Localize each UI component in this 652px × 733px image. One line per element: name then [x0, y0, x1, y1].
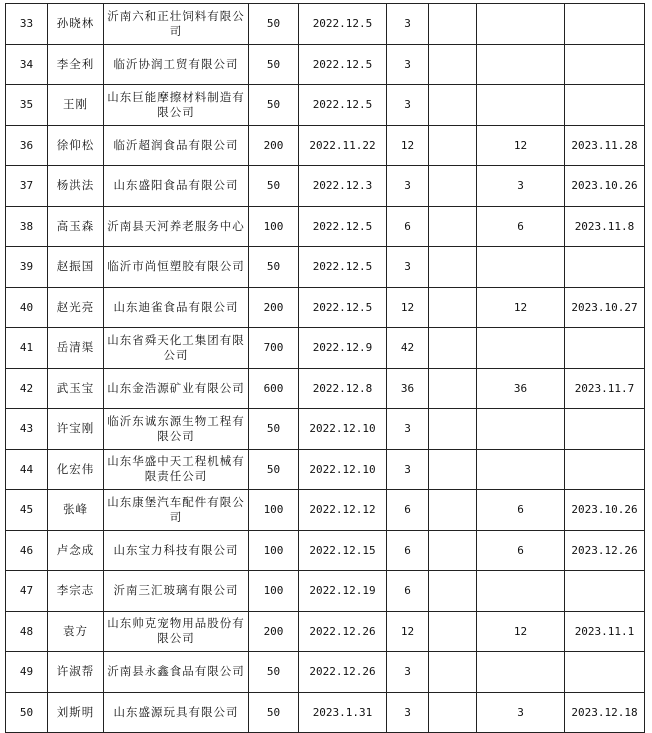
term-months: 3 — [387, 409, 429, 450]
repaid-months: 6 — [477, 206, 565, 247]
loan-date: 2022.12.19 — [299, 571, 387, 612]
person-name: 孙晓林 — [48, 4, 104, 45]
repaid-months — [477, 4, 565, 45]
loan-date: 2022.12.5 — [299, 206, 387, 247]
blank-cell — [429, 328, 477, 369]
loan-date: 2022.12.5 — [299, 44, 387, 85]
company-name: 山东巨能摩擦材料制造有限公司 — [104, 85, 249, 126]
row-number: 40 — [6, 287, 48, 328]
term-months: 3 — [387, 247, 429, 288]
repay-date: 2023.10.27 — [565, 287, 645, 328]
person-name: 李全利 — [48, 44, 104, 85]
loan-date: 2022.12.10 — [299, 449, 387, 490]
repaid-months: 36 — [477, 368, 565, 409]
repaid-months — [477, 409, 565, 450]
term-months: 42 — [387, 328, 429, 369]
repaid-months: 6 — [477, 530, 565, 571]
company-name: 山东帅克宠物用品股份有限公司 — [104, 611, 249, 652]
person-name: 岳清渠 — [48, 328, 104, 369]
repay-date — [565, 449, 645, 490]
company-name: 临沂市尚恒塑胶有限公司 — [104, 247, 249, 288]
row-number: 44 — [6, 449, 48, 490]
repay-date: 2023.11.1 — [565, 611, 645, 652]
amount: 200 — [249, 287, 299, 328]
loan-date: 2022.12.5 — [299, 247, 387, 288]
row-number: 46 — [6, 530, 48, 571]
person-name: 袁方 — [48, 611, 104, 652]
blank-cell — [429, 4, 477, 45]
row-number: 50 — [6, 692, 48, 733]
person-name: 许淑帮 — [48, 652, 104, 693]
term-months: 36 — [387, 368, 429, 409]
loan-date: 2022.12.5 — [299, 85, 387, 126]
blank-cell — [429, 247, 477, 288]
row-number: 49 — [6, 652, 48, 693]
blank-cell — [429, 571, 477, 612]
person-name: 赵光亮 — [48, 287, 104, 328]
blank-cell — [429, 125, 477, 166]
person-name: 赵振国 — [48, 247, 104, 288]
repay-date: 2023.11.28 — [565, 125, 645, 166]
repay-date — [565, 328, 645, 369]
blank-cell — [429, 287, 477, 328]
blank-cell — [429, 692, 477, 733]
amount: 50 — [249, 247, 299, 288]
table-row — [6, 206, 645, 247]
company-name: 临沂超润食品有限公司 — [104, 125, 249, 166]
table-row — [6, 125, 645, 166]
table-row — [6, 368, 645, 409]
company-name: 沂南三汇玻璃有限公司 — [104, 571, 249, 612]
amount: 100 — [249, 206, 299, 247]
term-months: 3 — [387, 166, 429, 207]
term-months: 6 — [387, 490, 429, 531]
amount: 50 — [249, 4, 299, 45]
repaid-months — [477, 85, 565, 126]
repaid-months: 12 — [477, 125, 565, 166]
repay-date — [565, 247, 645, 288]
table-row — [6, 4, 645, 45]
amount: 200 — [249, 125, 299, 166]
person-name: 王刚 — [48, 85, 104, 126]
repay-date — [565, 85, 645, 126]
person-name: 刘斯明 — [48, 692, 104, 733]
row-number: 34 — [6, 44, 48, 85]
table-row — [6, 166, 645, 207]
person-name: 卢念成 — [48, 530, 104, 571]
blank-cell — [429, 44, 477, 85]
repaid-months: 3 — [477, 692, 565, 733]
person-name: 武玉宝 — [48, 368, 104, 409]
blank-cell — [429, 206, 477, 247]
person-name: 许宝刚 — [48, 409, 104, 450]
term-months: 12 — [387, 611, 429, 652]
repay-date: 2023.10.26 — [565, 490, 645, 531]
term-months: 3 — [387, 4, 429, 45]
person-name: 李宗志 — [48, 571, 104, 612]
blank-cell — [429, 490, 477, 531]
repaid-months: 3 — [477, 166, 565, 207]
company-name: 山东宝力科技有限公司 — [104, 530, 249, 571]
repay-date — [565, 571, 645, 612]
amount: 50 — [249, 85, 299, 126]
amount: 50 — [249, 449, 299, 490]
table-row — [6, 287, 645, 328]
loan-date: 2022.11.22 — [299, 125, 387, 166]
repay-date: 2023.11.7 — [565, 368, 645, 409]
repaid-months: 6 — [477, 490, 565, 531]
repaid-months: 12 — [477, 611, 565, 652]
loan-date: 2022.12.10 — [299, 409, 387, 450]
table-row — [6, 571, 645, 612]
amount: 50 — [249, 692, 299, 733]
row-number: 36 — [6, 125, 48, 166]
company-name: 山东盛阳食品有限公司 — [104, 166, 249, 207]
amount: 100 — [249, 530, 299, 571]
blank-cell — [429, 611, 477, 652]
repaid-months — [477, 247, 565, 288]
term-months: 3 — [387, 652, 429, 693]
company-name: 临沂协润工贸有限公司 — [104, 44, 249, 85]
amount: 50 — [249, 652, 299, 693]
table-row — [6, 530, 645, 571]
table-row — [6, 328, 645, 369]
term-months: 6 — [387, 571, 429, 612]
person-name: 徐仰松 — [48, 125, 104, 166]
repay-date — [565, 409, 645, 450]
loan-date: 2022.12.26 — [299, 652, 387, 693]
table-body — [6, 4, 645, 733]
company-name: 山东华盛中天工程机械有限责任公司 — [104, 449, 249, 490]
company-name: 沂南六和正壮饲料有限公司 — [104, 4, 249, 45]
row-number: 41 — [6, 328, 48, 369]
row-number: 42 — [6, 368, 48, 409]
company-name: 山东金浩源矿业有限公司 — [104, 368, 249, 409]
term-months: 6 — [387, 206, 429, 247]
amount: 50 — [249, 44, 299, 85]
company-name: 山东迪雀食品有限公司 — [104, 287, 249, 328]
blank-cell — [429, 409, 477, 450]
repaid-months — [477, 44, 565, 85]
company-name: 山东省舜天化工集团有限公司 — [104, 328, 249, 369]
table-row — [6, 449, 645, 490]
blank-cell — [429, 368, 477, 409]
company-name: 临沂东诚东源生物工程有限公司 — [104, 409, 249, 450]
repaid-months — [477, 449, 565, 490]
row-number: 43 — [6, 409, 48, 450]
term-months: 3 — [387, 44, 429, 85]
amount: 600 — [249, 368, 299, 409]
loan-date: 2023.1.31 — [299, 692, 387, 733]
company-name: 沂南县永鑫食品有限公司 — [104, 652, 249, 693]
loan-date: 2022.12.26 — [299, 611, 387, 652]
loan-date: 2022.12.8 — [299, 368, 387, 409]
repaid-months — [477, 328, 565, 369]
company-name: 山东康堡汽车配件有限公司 — [104, 490, 249, 531]
row-number: 38 — [6, 206, 48, 247]
term-months: 3 — [387, 449, 429, 490]
repay-date — [565, 652, 645, 693]
blank-cell — [429, 85, 477, 126]
table-row — [6, 85, 645, 126]
table-row — [6, 652, 645, 693]
amount: 700 — [249, 328, 299, 369]
amount: 50 — [249, 409, 299, 450]
table-row — [6, 409, 645, 450]
repaid-months — [477, 652, 565, 693]
row-number: 45 — [6, 490, 48, 531]
repay-date: 2023.12.18 — [565, 692, 645, 733]
row-number: 48 — [6, 611, 48, 652]
blank-cell — [429, 530, 477, 571]
row-number: 37 — [6, 166, 48, 207]
loan-date: 2022.12.12 — [299, 490, 387, 531]
loan-date: 2022.12.5 — [299, 287, 387, 328]
person-name: 杨洪法 — [48, 166, 104, 207]
row-number: 33 — [6, 4, 48, 45]
person-name: 化宏伟 — [48, 449, 104, 490]
term-months: 3 — [387, 692, 429, 733]
loan-date: 2022.12.5 — [299, 4, 387, 45]
person-name: 张峰 — [48, 490, 104, 531]
blank-cell — [429, 449, 477, 490]
row-number: 47 — [6, 571, 48, 612]
company-name: 沂南县天河养老服务中心 — [104, 206, 249, 247]
person-name: 高玉森 — [48, 206, 104, 247]
loan-date: 2022.12.9 — [299, 328, 387, 369]
repay-date — [565, 44, 645, 85]
table-row — [6, 692, 645, 733]
amount: 200 — [249, 611, 299, 652]
term-months: 12 — [387, 125, 429, 166]
repay-date: 2023.11.8 — [565, 206, 645, 247]
row-number: 35 — [6, 85, 48, 126]
loan-date: 2022.12.15 — [299, 530, 387, 571]
repay-date: 2023.12.26 — [565, 530, 645, 571]
repaid-months — [477, 571, 565, 612]
table-row — [6, 611, 645, 652]
repay-date: 2023.10.26 — [565, 166, 645, 207]
amount: 100 — [249, 490, 299, 531]
loan-date: 2022.12.3 — [299, 166, 387, 207]
company-name: 山东盛源玩具有限公司 — [104, 692, 249, 733]
repay-date — [565, 4, 645, 45]
term-months: 12 — [387, 287, 429, 328]
term-months: 3 — [387, 85, 429, 126]
table-row — [6, 490, 645, 531]
table-row — [6, 247, 645, 288]
table-row — [6, 44, 645, 85]
term-months: 6 — [387, 530, 429, 571]
blank-cell — [429, 166, 477, 207]
loan-table — [5, 3, 645, 733]
amount: 50 — [249, 166, 299, 207]
amount: 100 — [249, 571, 299, 612]
blank-cell — [429, 652, 477, 693]
repaid-months: 12 — [477, 287, 565, 328]
row-number: 39 — [6, 247, 48, 288]
